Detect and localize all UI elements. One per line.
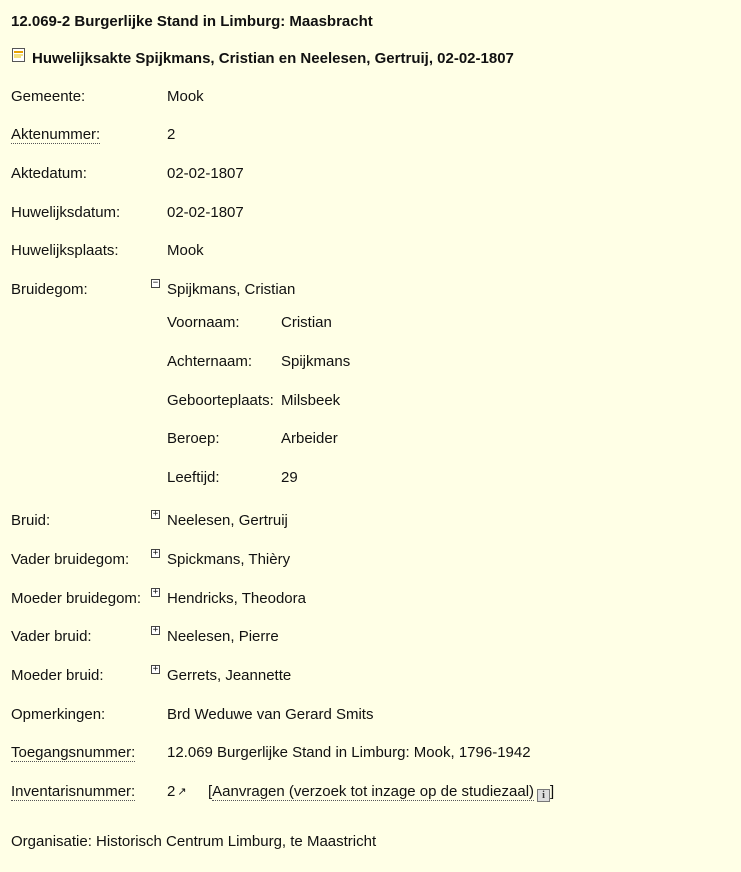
collapse-toggle-bruidegom[interactable]: − xyxy=(152,278,159,288)
expand-toggle-moeder-bruidegom[interactable]: + xyxy=(152,587,159,597)
record-title-text: Huwelijksakte Spijkmans, Cristian en Neelesen, Gertruij, 02-02-1807 xyxy=(32,50,514,67)
request-link[interactable]: [Aanvragen (verzoek tot inzage op de studiezaal) i ] xyxy=(208,783,555,801)
voornaam-label: Voornaam: xyxy=(167,314,240,331)
huwelijksdatum-label: Huwelijksdatum: xyxy=(11,204,121,221)
moeder-bruidegom-value: Hendricks, Theodora xyxy=(167,590,306,607)
gemeente-label: Gemeente: xyxy=(11,88,86,105)
inventarisnummer-number[interactable]: 2 xyxy=(167,783,176,800)
achternaam-value: Spijkmans xyxy=(281,353,351,370)
document-icon xyxy=(11,47,27,63)
gemeente-value: Mook xyxy=(167,88,204,105)
huwelijksdatum-value: 02-02-1807 xyxy=(167,204,244,221)
record-title xyxy=(11,50,514,67)
achternaam-label: Achternaam: xyxy=(167,353,253,370)
expand-toggle-bruid[interactable]: + xyxy=(152,509,159,519)
vader-bruid-label: Vader bruid: xyxy=(11,628,92,645)
aktedatum-value: 02-02-1807 xyxy=(167,165,244,182)
bruid-label: Bruid: xyxy=(11,512,51,529)
opmerkingen-value: Brd Weduwe van Gerard Smits xyxy=(167,706,374,723)
aktedatum-label: Aktedatum: xyxy=(11,165,87,182)
opmerkingen-label: Opmerkingen: xyxy=(11,706,106,723)
bruidegom-label: Bruidegom: xyxy=(11,281,88,298)
beroep-value: Arbeider xyxy=(281,430,338,447)
info-icon[interactable]: i xyxy=(537,789,550,802)
huwelijksplaats-value: Mook xyxy=(167,242,204,259)
external-link-icon[interactable]: ↗︎ xyxy=(177,786,187,798)
page-title: 12.069-2 Burgerlijke Stand in Limburg: Maasbracht xyxy=(11,13,373,30)
inventarisnummer-label: Inventarisnummer: xyxy=(11,783,136,800)
expand-toggle-vader-bruidegom[interactable]: + xyxy=(152,548,159,558)
moeder-bruidegom-label: Moeder bruidegom: xyxy=(11,590,142,607)
expand-toggle-moeder-bruid[interactable]: + xyxy=(152,664,159,674)
toegangsnummer-label: Toegangsnummer: xyxy=(11,744,136,761)
geboorteplaats-value: Milsbeek xyxy=(281,392,341,409)
inventarisnummer-value xyxy=(167,783,187,800)
beroep-label: Beroep: xyxy=(167,430,220,447)
aktenummer-label: Aktenummer: xyxy=(11,126,101,143)
leeftijd-label: Leeftijd: xyxy=(167,469,220,486)
vader-bruid-value: Neelesen, Pierre xyxy=(167,628,279,645)
bruid-value: Neelesen, Gertruij xyxy=(167,512,288,529)
moeder-bruid-label: Moeder bruid: xyxy=(11,667,104,684)
vader-bruidegom-label: Vader bruidegom: xyxy=(11,551,130,568)
bruidegom-value: Spijkmans, Cristian xyxy=(167,281,296,298)
organisation-text: Organisatie: Historisch Centrum Limburg, te Maastricht xyxy=(11,833,377,850)
voornaam-value: Cristian xyxy=(281,314,332,331)
huwelijksplaats-label: Huwelijksplaats: xyxy=(11,242,119,259)
moeder-bruid-value: Gerrets, Jeannette xyxy=(167,667,292,684)
leeftijd-value: 29 xyxy=(281,469,298,486)
geboorteplaats-label: Geboorteplaats: xyxy=(167,392,274,409)
expand-toggle-vader-bruid[interactable]: + xyxy=(152,625,159,635)
vader-bruidegom-value: Spickmans, Thièry xyxy=(167,551,291,568)
request-link-text[interactable]: Aanvragen (verzoek tot inzage op de studiezaal) xyxy=(212,783,535,800)
toegangsnummer-value: 12.069 Burgerlijke Stand in Limburg: Mook, 1796-1942 xyxy=(167,744,531,761)
aktenummer-value: 2 xyxy=(167,126,176,143)
